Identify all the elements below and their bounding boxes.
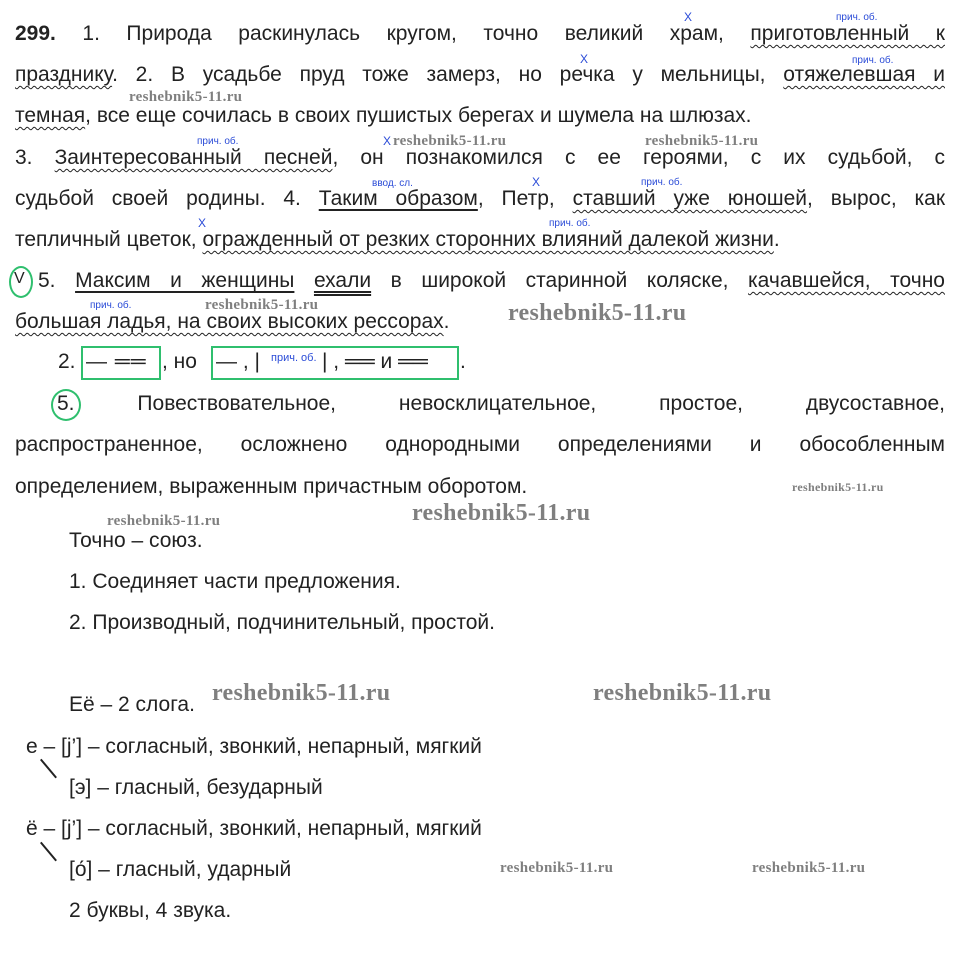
scheme-part-2c: | , ══ и ══ bbox=[322, 350, 428, 373]
phonetics-line-3: ё – [j’] – согласный, звонкий, непарный, мягкий bbox=[26, 817, 482, 840]
branch-line bbox=[40, 842, 57, 862]
text-fragment: , Петр, bbox=[477, 187, 573, 210]
prich-ob-label: прич. об. bbox=[549, 218, 591, 229]
participle-phrase: приготовленный к bbox=[750, 22, 945, 45]
text-fragment: . bbox=[443, 310, 450, 333]
text-fragment: , вырос, как bbox=[807, 187, 946, 210]
text-line-5 bbox=[15, 185, 945, 213]
x-mark: X bbox=[198, 216, 207, 230]
participle-phrase: огражденный от резких сторонних влияний далекой жизни bbox=[202, 228, 774, 251]
scheme-part-1: — ══ bbox=[86, 350, 147, 373]
text-fragment: . 2. В усадьбе пруд тоже замерз, но речка у мельницы, bbox=[112, 63, 784, 86]
branch-line bbox=[40, 759, 57, 779]
x-mark: X bbox=[684, 10, 693, 24]
watermark: reshebnik5-11.ru bbox=[593, 680, 772, 706]
participle-phrase: ставший уже юношей bbox=[572, 187, 808, 210]
scheme-end: . bbox=[460, 350, 466, 373]
analysis-line-1 bbox=[57, 390, 945, 418]
text-fragment: судьбой своей родины. 4. bbox=[15, 187, 319, 210]
phonetics-line-2: [э] – гласный, безударный bbox=[69, 776, 323, 799]
text-fragment: 5. bbox=[38, 269, 76, 292]
tochno-point-1: 1. Соединяет части предложения. bbox=[69, 570, 401, 593]
watermark: reshebnik5-11.ru bbox=[645, 133, 759, 149]
phonetics-line-4: [о́] – гласный, ударный bbox=[69, 858, 292, 881]
x-mark: X bbox=[580, 52, 589, 66]
phonetics-summary: 2 буквы, 4 звука. bbox=[69, 899, 232, 922]
vvod-sl-label: ввод. сл. bbox=[372, 178, 413, 189]
prich-ob-label: прич. об. bbox=[90, 300, 132, 311]
prich-ob-label: прич. об. bbox=[852, 55, 894, 66]
text-fragment: , он познакомился с ее героями, с их судьбой, с bbox=[332, 146, 945, 169]
scheme-conj: , но bbox=[162, 350, 197, 373]
prich-ob-label: прич. об. bbox=[641, 177, 683, 188]
watermark: reshebnik5-11.ru bbox=[107, 513, 221, 529]
participle-phrase: отяжелевшая и bbox=[783, 63, 945, 86]
prich-ob-label: прич. об. bbox=[836, 12, 878, 23]
watermark: reshebnik5-11.ru bbox=[393, 133, 507, 149]
scheme-part-2a: — , | bbox=[216, 350, 260, 373]
text-line-6 bbox=[15, 226, 945, 254]
watermark: reshebnik5-11.ru bbox=[500, 860, 614, 876]
watermark: reshebnik5-11.ru bbox=[752, 860, 866, 876]
analysis-number: 5. bbox=[57, 392, 75, 415]
subject: Максим и женщины bbox=[75, 269, 295, 292]
prich-ob-label: прич. об. bbox=[197, 136, 239, 147]
text-fragment: 3. bbox=[15, 146, 55, 169]
analysis-line-3: определением, выраженным причастным оборотом. bbox=[15, 475, 528, 498]
text-fragment: , все еще сочилась в своих пушистых берегах и шумела на шлюзах. bbox=[85, 104, 752, 127]
participle-phrase: Заинтересованный песней bbox=[54, 146, 333, 169]
text-line-8 bbox=[15, 308, 945, 336]
check-mark-icon: V bbox=[14, 270, 25, 287]
watermark: reshebnik5-11.ru bbox=[792, 480, 884, 494]
watermark: reshebnik5-11.ru bbox=[212, 680, 391, 706]
text-line-7 bbox=[38, 267, 945, 295]
text-line-3 bbox=[15, 102, 945, 130]
x-mark: X bbox=[532, 175, 541, 189]
scheme-number: 2. bbox=[58, 350, 76, 373]
analysis-text: Повествовательное, невосклицательное, простое, двусоставное, bbox=[137, 392, 945, 415]
text-fragment bbox=[294, 269, 314, 292]
participle-phrase: празднику bbox=[15, 63, 113, 86]
text-fragment: 1. Природа раскинулась кругом, точно великий храм, bbox=[82, 22, 751, 45]
participle-phrase: большая ладья, на своих высоких рессорах bbox=[15, 310, 444, 333]
watermark: reshebnik5-11.ru bbox=[129, 89, 243, 105]
watermark: reshebnik5-11.ru bbox=[205, 297, 319, 313]
participle-phrase: темная bbox=[15, 104, 86, 127]
x-mark: X bbox=[383, 134, 392, 148]
participle-phrase: качавшейся, точно bbox=[748, 269, 945, 292]
text-line-1 bbox=[15, 20, 945, 48]
phonetics-line-1: е – [j’] – согласный, звонкий, непарный, мягкий bbox=[26, 735, 482, 758]
phonetics-title: Её – 2 слога. bbox=[69, 693, 195, 716]
text-fragment: тепличный цветок, bbox=[15, 228, 203, 251]
tochno-title: Точно – союз. bbox=[69, 529, 203, 552]
scheme-prich-ob: прич. об. bbox=[271, 352, 317, 364]
intro-words: Таким образом bbox=[318, 187, 478, 210]
watermark: reshebnik5-11.ru bbox=[412, 500, 591, 526]
text-line-2 bbox=[15, 61, 945, 89]
text-fragment: . bbox=[773, 228, 780, 251]
text-fragment: в широкой старинной коляске, bbox=[371, 269, 749, 292]
task-number: 299. bbox=[15, 22, 56, 45]
watermark: reshebnik5-11.ru bbox=[508, 300, 687, 326]
predicate: ехали bbox=[313, 269, 372, 292]
tochno-point-2: 2. Производный, подчинительный, простой. bbox=[69, 611, 495, 634]
analysis-line-2: распространенное, осложнено однородными определениями и обособленным bbox=[15, 433, 945, 456]
